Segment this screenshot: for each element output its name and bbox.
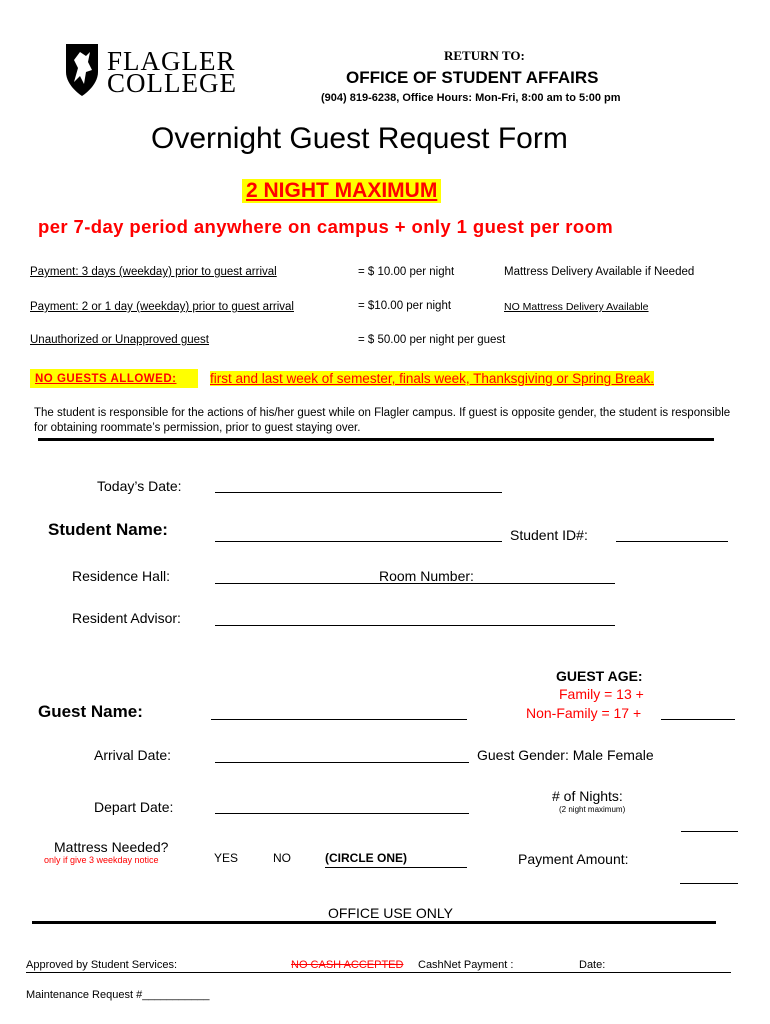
office-name: OFFICE OF STUDENT AFFAIRS bbox=[346, 68, 599, 87]
mattress-note: only if give 3 weekday notice bbox=[44, 855, 159, 865]
cashnet-payment-label: CashNet Payment : bbox=[418, 959, 514, 971]
residence-hall-label: Residence Hall: bbox=[72, 568, 171, 584]
unauthorized-label: Unauthorized or Unapproved guest bbox=[30, 334, 210, 346]
nights-label: # of Nights: bbox=[552, 788, 623, 804]
circle-one-instruction: (CIRCLE ONE) bbox=[325, 851, 407, 865]
payment-amount-field[interactable] bbox=[680, 883, 738, 884]
guest-age-label: GUEST AGE: bbox=[556, 668, 643, 684]
depart-date-label: Depart Date: bbox=[94, 799, 174, 815]
unauthorized-rate: = $ 50.00 per night per guest bbox=[358, 334, 506, 346]
nights-note: (2 night maximum) bbox=[559, 805, 626, 814]
resident-advisor-field[interactable] bbox=[215, 625, 615, 626]
responsibility-text: The student is responsible for the actions of his/her guest while on Flagler campus. If guest is opposite gender, the student is responsible for obtaining roommate’s permission, prior to guest staying over. bbox=[34, 407, 731, 434]
mattress-label: Mattress Needed? bbox=[54, 839, 169, 855]
return-to-label: RETURN TO: bbox=[444, 48, 525, 63]
mattress-yes[interactable]: YES bbox=[214, 851, 239, 865]
period-notice: per 7-day period anywhere on campus + only 1 guest per room bbox=[38, 216, 614, 237]
mattress-no[interactable]: NO bbox=[273, 851, 291, 865]
guest-age-field[interactable] bbox=[661, 719, 735, 720]
nights-field[interactable] bbox=[681, 831, 738, 832]
guest-name-field[interactable] bbox=[211, 719, 467, 720]
payment-3day-note: Mattress Delivery Available if Needed bbox=[504, 266, 695, 278]
depart-date-field[interactable] bbox=[215, 813, 469, 814]
family-age: Family = 13 + bbox=[559, 686, 644, 702]
payment-2day-label: Payment: 2 or 1 day (weekday) prior to guest arrival bbox=[30, 301, 294, 313]
no-cash-accepted: NO CASH ACCEPTED bbox=[291, 959, 404, 971]
date-label: Date: bbox=[579, 959, 606, 971]
mattress-field-line bbox=[325, 867, 467, 868]
non-family-age: Non-Family = 17 + bbox=[526, 705, 642, 721]
payment-2day-rate: = $10.00 per night bbox=[358, 300, 452, 312]
divider-bottom bbox=[32, 921, 716, 924]
guest-gender-label: Guest Gender: Male Female bbox=[477, 747, 654, 763]
resident-advisor-label: Resident Advisor: bbox=[72, 610, 181, 626]
maintenance-request[interactable]: Maintenance Request #___________ bbox=[26, 989, 210, 1001]
approved-line[interactable] bbox=[26, 972, 731, 973]
student-id-label: Student ID#: bbox=[510, 527, 588, 543]
office-use-heading: OFFICE USE ONLY bbox=[328, 905, 453, 921]
student-name-field[interactable] bbox=[215, 541, 502, 542]
no-guests-text: first and last week of semester, finals week, Thanksgiving or Spring Break. bbox=[210, 371, 654, 386]
office-hours: (904) 819-6238, Office Hours: Mon-Fri, 8:00 am to 5:00 pm bbox=[321, 92, 621, 104]
payment-3day-rate: = $ 10.00 per night bbox=[358, 266, 455, 278]
approved-by-label: Approved by Student Services: bbox=[26, 959, 178, 971]
payment-3day-label: Payment: 3 days (weekday) prior to guest arrival bbox=[30, 266, 277, 278]
arrival-date-label: Arrival Date: bbox=[94, 747, 172, 763]
no-guests-label: NO GUESTS ALLOWED: bbox=[35, 373, 177, 385]
student-id-field[interactable] bbox=[616, 541, 728, 542]
two-night-maximum: 2 NIGHT MAXIMUM bbox=[242, 179, 441, 203]
logo-text-flagler: FLAGLER bbox=[107, 46, 236, 76]
logo-text-college: COLLEGE bbox=[107, 68, 237, 98]
todays-date-field[interactable] bbox=[215, 492, 502, 493]
payment-2day-note: NO Mattress Delivery Available bbox=[504, 301, 649, 313]
college-shield-logo bbox=[64, 42, 100, 98]
form-title: Overnight Guest Request Form bbox=[151, 122, 568, 155]
student-name-label: Student Name: bbox=[48, 520, 168, 539]
todays-date-label: Today’s Date: bbox=[97, 478, 182, 494]
arrival-date-field[interactable] bbox=[215, 762, 469, 763]
guest-name-label: Guest Name: bbox=[38, 702, 143, 721]
payment-amount-label: Payment Amount: bbox=[518, 851, 629, 867]
divider-top bbox=[38, 438, 714, 441]
room-number-label: Room Number: bbox=[379, 568, 474, 584]
